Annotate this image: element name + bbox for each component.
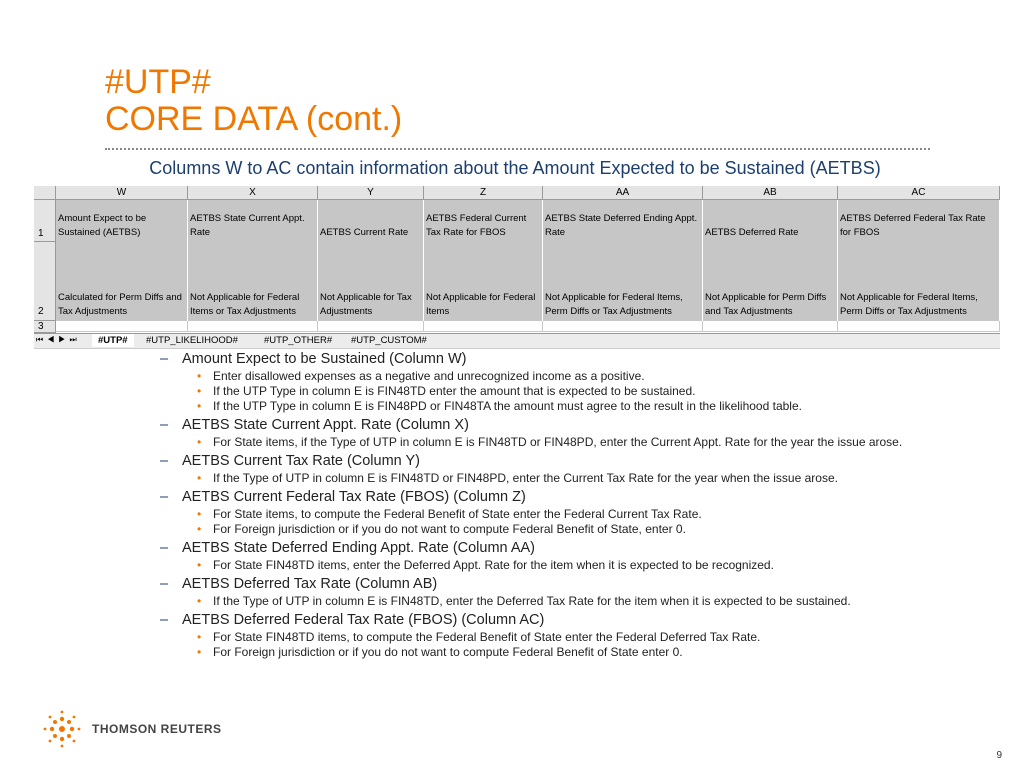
cell-w2: Calculated for Perm Diffs and Tax Adjustments	[56, 242, 188, 321]
row-header-3	[34, 321, 56, 333]
sheet-corner	[34, 186, 56, 200]
cell-ab1: AETBS Deferred Rate	[703, 200, 838, 242]
cell-ac2: Not Applicable for Federal Items, Perm Diffs or Tax Adjustments	[838, 242, 1000, 321]
bullet-item: • Enter disallowed expenses as a negative and unrecognized income as a positive.	[197, 369, 645, 383]
bullet-heading: – AETBS State Deferred Ending Appt. Rate (Column AA)	[160, 540, 536, 556]
cell-ab2: Not Applicable for Perm Diffs and Tax Adjustments	[703, 242, 838, 321]
bullet-list	[160, 349, 960, 663]
bullet-item: • For State FIN48TD items, enter the Deferred Appt. Rate for the item when it is expected to be recognized.	[197, 558, 774, 572]
cell-x3	[188, 321, 318, 332]
cell-ac3	[838, 321, 1000, 332]
column-header-aa: AA	[543, 186, 703, 200]
title-line-1: #UTP#	[105, 63, 211, 101]
row-number-1: 1	[38, 228, 44, 239]
cell-ab3	[703, 321, 838, 332]
bullet-item: • For State items, if the Type of UTP in column E is FIN48TD or FIN48PD, enter the Current Appt. Rate for the year the issue arose.	[197, 435, 903, 449]
cell-aa3	[543, 321, 703, 332]
cell-y2: Not Applicable for Tax Adjustments	[318, 242, 424, 321]
column-header-ac: AC	[838, 186, 1000, 200]
cell-aa2: Not Applicable for Federal Items, Perm Diffs or Tax Adjustments	[543, 242, 703, 321]
cell-w3	[56, 321, 188, 332]
cell-ac1: AETBS Deferred Federal Tax Rate for FBOS	[838, 200, 1000, 242]
cell-y1: AETBS Current Rate	[318, 200, 424, 242]
sheet-tab-custom: #UTP_CUSTOM#	[351, 335, 427, 346]
bullet-heading: – Amount Expect to be Sustained (Column W)	[160, 351, 467, 367]
cell-z2: Not Applicable for Federal Items	[424, 242, 543, 321]
bullet-heading: – AETBS Deferred Tax Rate (Column AB)	[160, 576, 438, 592]
cell-y3	[318, 321, 424, 332]
bullet-item: • If the Type of UTP in column E is FIN48TD or FIN48PD, enter the Current Tax Rate for the year when the issue arose.	[197, 471, 838, 485]
bullet-heading: – AETBS State Current Appt. Rate (Column X)	[160, 417, 469, 433]
bullet-item: • For State FIN48TD items, to compute the Federal Benefit of State enter the Federal Deferred Tax Rate.	[197, 630, 761, 644]
cell-x1: AETBS State Current Appt. Rate	[188, 200, 318, 242]
slide-subtitle: Columns W to AC contain information about the Amount Expected to be Sustained (AETBS)	[149, 158, 881, 178]
brand-name: THOMSON REUTERS	[92, 722, 222, 736]
logo-dots-icon	[40, 710, 84, 748]
bullet-item: • If the UTP Type in column E is FIN48PD or FIN48TA the amount must agree to the result in the likelihood table.	[197, 399, 802, 413]
bullet-heading: – AETBS Current Tax Rate (Column Y)	[160, 453, 420, 469]
cell-aa1: AETBS State Deferred Ending Appt. Rate	[543, 200, 703, 242]
bullet-item: • For Foreign jurisdiction or if you do not want to compute Federal Benefit of State enter 0.	[197, 645, 683, 659]
bullet-item: • If the UTP Type in column E is FIN48TD enter the amount that is expected to be sustained.	[197, 384, 696, 398]
bullet-item: • For Foreign jurisdiction or if you do not want to compute Federal Benefit of State, enter 0.	[197, 522, 686, 536]
column-header-z: Z	[424, 186, 543, 200]
sheet-tab-other: #UTP_OTHER#	[264, 335, 333, 346]
row-header-1	[34, 200, 56, 242]
column-header-w: W	[56, 186, 188, 200]
row-number-2: 2	[38, 306, 44, 317]
bullet-item: • If the Type of UTP in column E is FIN48TD, enter the Deferred Tax Rate for the item when it is expected to be sustained.	[197, 594, 851, 608]
cell-z3	[424, 321, 543, 332]
sheet-tab-utp: #UTP#	[92, 334, 134, 347]
tab-scroll-buttons: ⏮◀▶⏭	[36, 335, 81, 344]
row-header-2	[34, 242, 56, 321]
title-line-2: CORE DATA (cont.)	[105, 100, 403, 138]
column-header-x: X	[188, 186, 318, 200]
cell-w1: Amount Expect to be Sustained (AETBS)	[56, 200, 188, 242]
sheet-tab-likelihood: #UTP_LIKELIHOOD#	[146, 335, 238, 346]
sheet-tab-bar	[34, 333, 1000, 349]
bullet-item: • For State items, to compute the Federal Benefit of State enter the Federal Current Tax Rate.	[197, 507, 702, 521]
column-header-ab: AB	[703, 186, 838, 200]
bullet-heading: – AETBS Deferred Federal Tax Rate (FBOS) (Column AC)	[160, 612, 545, 628]
row-number-3: 3	[38, 321, 44, 332]
slide-title	[105, 64, 402, 138]
column-header-y: Y	[318, 186, 424, 200]
cell-x2: Not Applicable for Federal Items or Tax Adjustments	[188, 242, 318, 321]
title-divider	[105, 148, 930, 150]
page-number: 9	[996, 750, 1002, 761]
thomson-reuters-logo	[40, 710, 222, 748]
cell-z1: AETBS Federal Current Tax Rate for FBOS	[424, 200, 543, 242]
bullet-heading: – AETBS Current Federal Tax Rate (FBOS) (Column Z)	[160, 489, 526, 505]
